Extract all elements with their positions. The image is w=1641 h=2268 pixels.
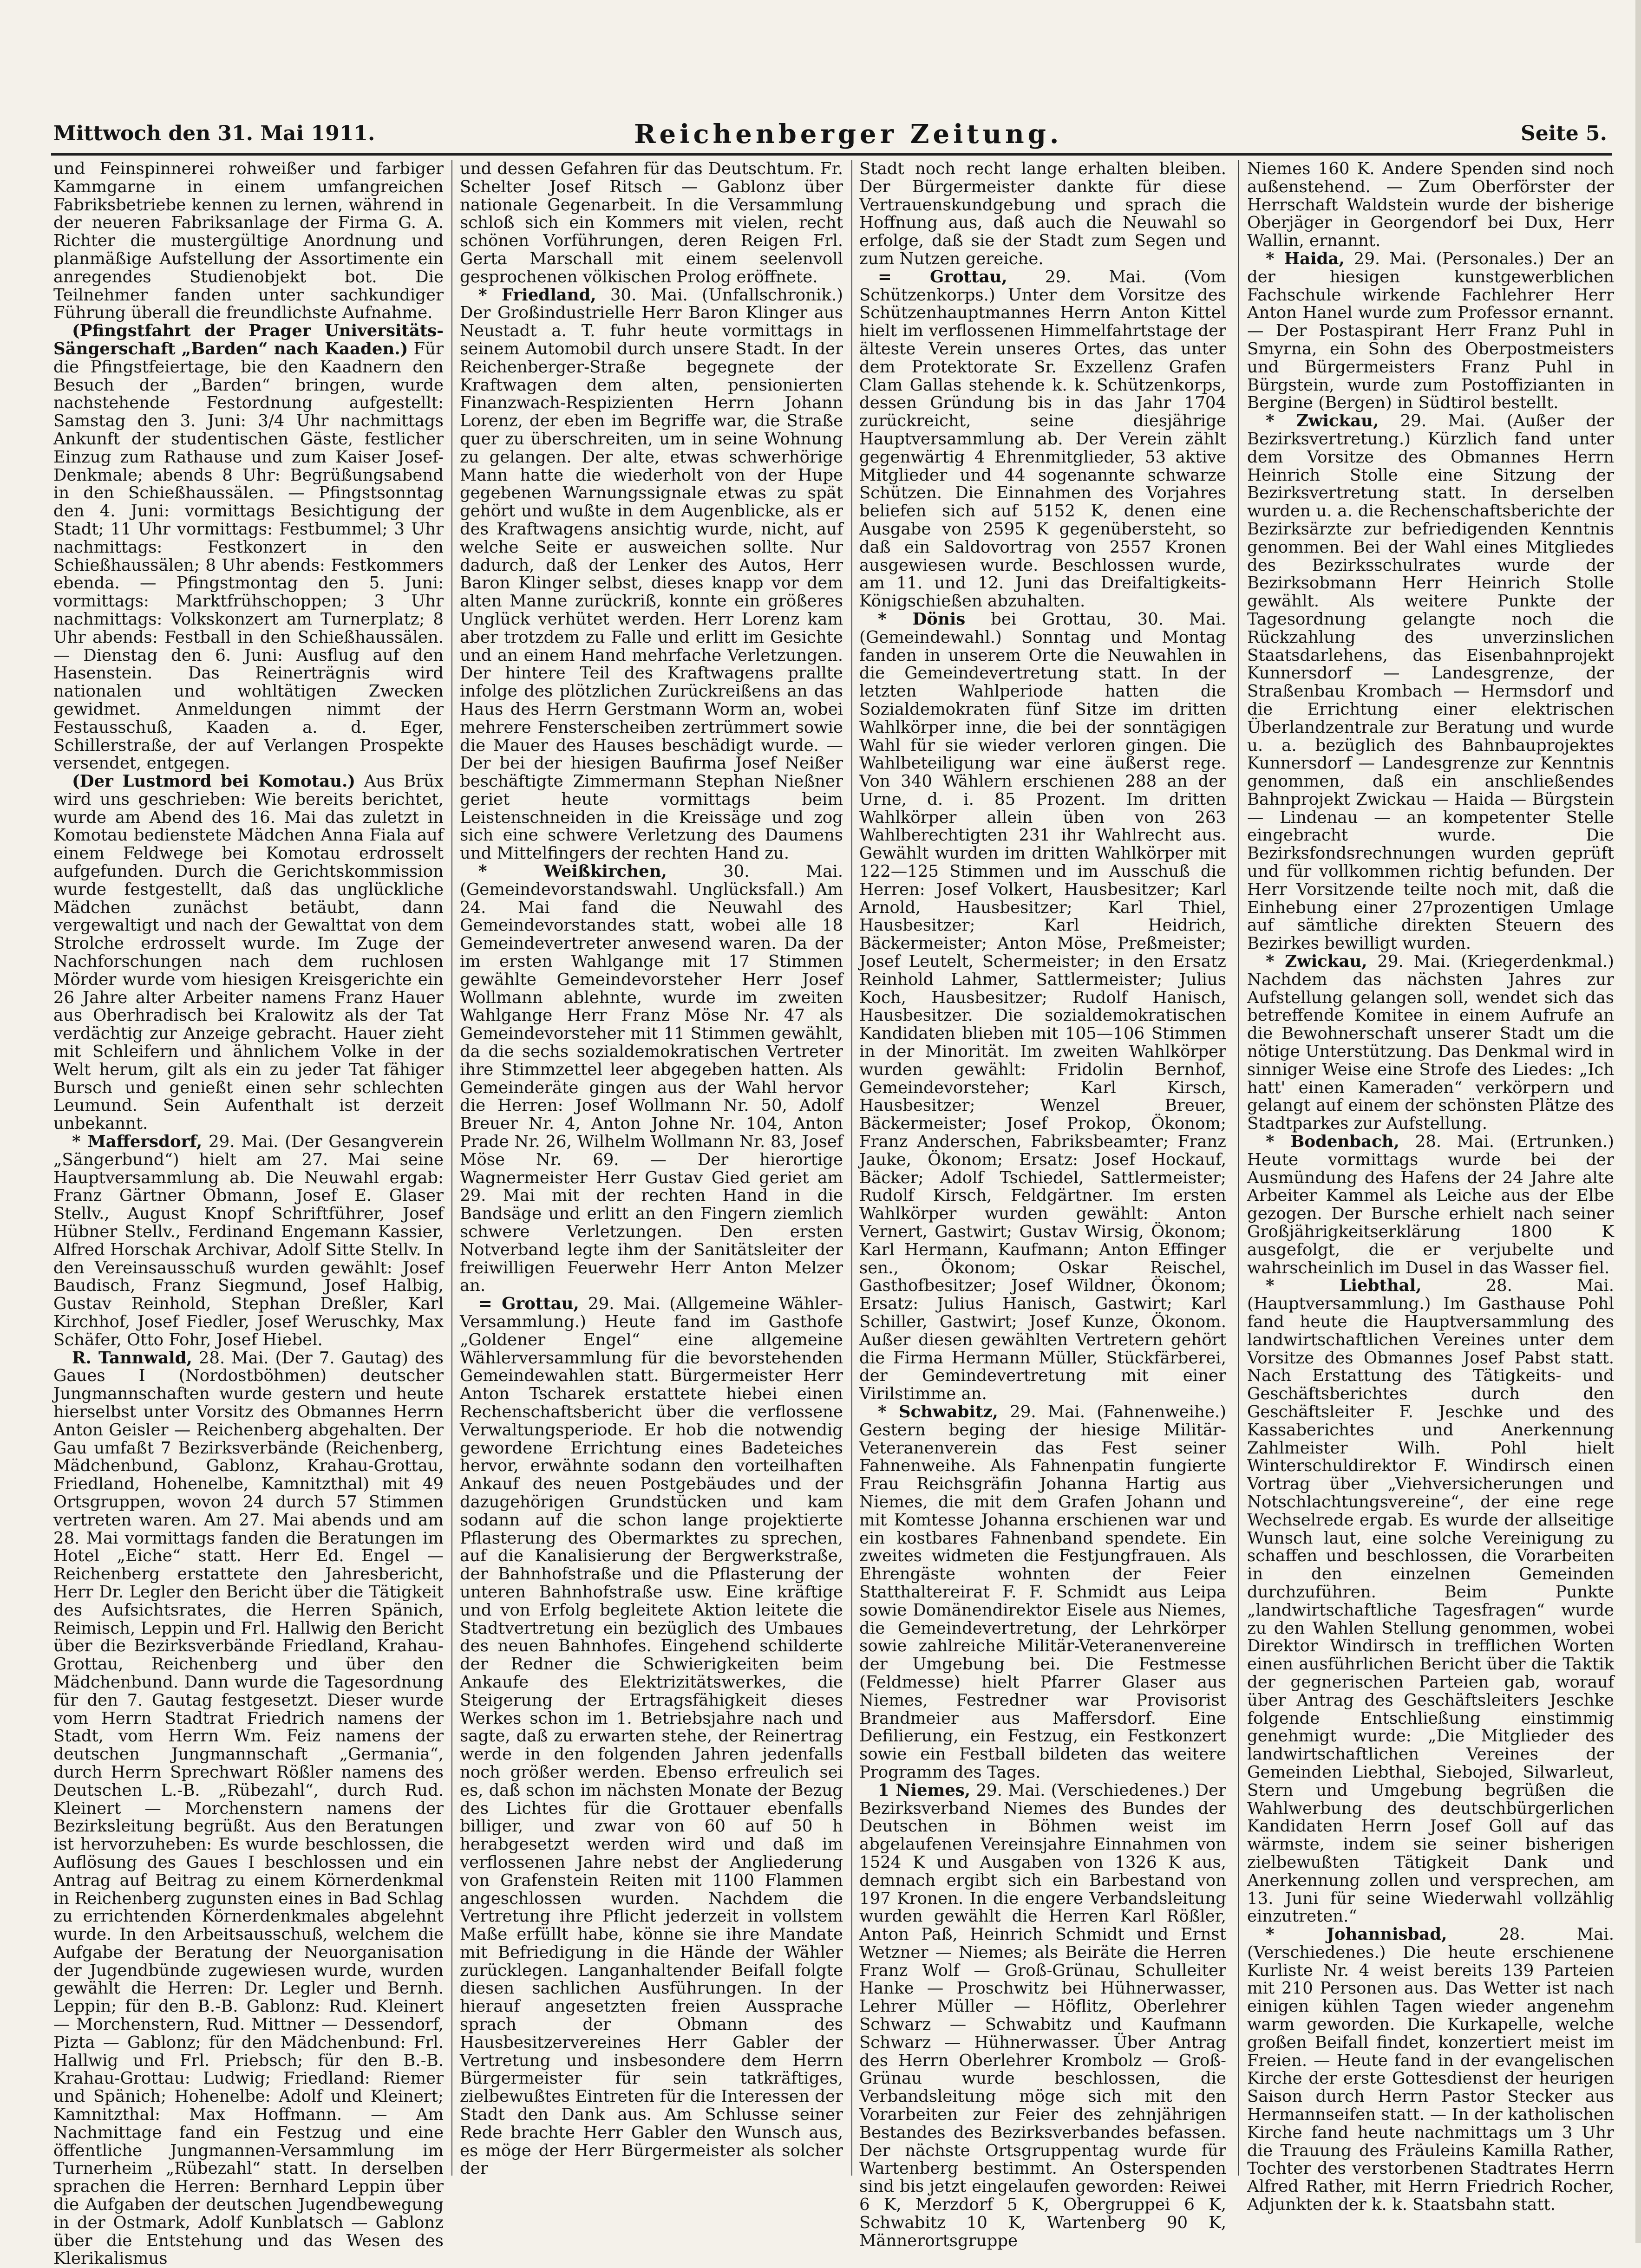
news-item-body: Niemes 160 K. Andere Spenden sind noch außenstehend. — Zum Oberförster der Herrschaft Waldstein wurde der bisherige Oberjäger in Georgendorf bei Dux, Herr Wallin, ernannt.: [1247, 159, 1614, 251]
continued-text: [460, 160, 843, 287]
news-item-body: 29. Mai. (Personales.) Der an der hiesigen kunstgewerblichen Fachschule wirkende Fachlehrer Herr Anton Hanel wurde zum Professor ernannt. — Der Postaspirant Herr Franz Puhl in Smyrna, ein Sohn des Oberpostmeisters und Bürgermeisters Franz Puhl in Bürgstein, wurde zum Postoffizianten in Bergine (Bergen) in Südtirol bestellt.: [1247, 249, 1614, 413]
news-item-headline: * Haida,: [1266, 249, 1345, 268]
news-item: [53, 773, 444, 1133]
news-item-body: 28. Mai. (Der 7. Gautag) des Gaues I (Nordostböhmen) deutscher Jungmannschaften wurde gestern und heute hierselbst unter Vorsitz des Obmannes Herrn Anton Geisler — Reichenberg abgehalten. Der Gau umfaßt 7 Bezirksverbände (Reichenberg, Mädchenbund, Gablonz, Krahau-Grottau, Friedland, Hohenelbe, Kamnitzthal) mit 49 Ortsgruppen, wovon 24 durch 57 Stimmen vertreten waren. Am 27. Mai abends und am 28. Mai vormittags fanden die Beratungen im Hotel „Eiche“ statt. Herr Ed. Engel — Reichenberg erstattete den Jahresbericht, Herr Dr. Legler den Bericht über die Tätigkeit des Aufsichtsrates, die Herren Spänich, Reimisch, Leppin und Frl. Hallwig den Bericht über die Bezirksverbände Friedland, Krahau-Grottau, Reichenberg und über den Mädchenbund. Dann wurde die Tagesordnung für den 7. Gautag festgesetzt. Dieser wurde vom Herrn Stadtrat Friedrich namens der Stadt, vom Herrn Wm. Feiz namens der deutschen Jungmannschaft „Germania“, durch Herrn Sprechwart Rößler namens des Deutschen L.-B. „Rübezahl“, durch Rud. Kleinert — Morchenstern namens der Bezirksleitung begrüßt. Aus den Beratungen ist hervorzuheben: Es wurde beschlossen, die Auflösung des Gaues I beschlossen und ein Antrag auf Beitrag zu einem Körnerdenkmal in Reichenberg zugunsten eines in Bad Schlag zu errichtenden Körnerdenkmales abgelehnt wurde. In den Arbeitsausschuß, welchem die Aufgabe der Beratung der Neuorganisation der Jugendbünde zugewiesen wurde, wurden gewählt die Herren: Dr. Legler und Bernh. Leppin; für den B.-B. Gablonz: Rud. Kleinert — Morchenstern, Rud. Mittner — Dessendorf, Pizta — Gablonz; für den Mädchenbund: Frl. Hallwig und Frl. Priebsch; für den B.-B. Krahau-Grottau: Ludwig; Friedland: Riemer und Spänich; Hohenelbe: Adolf und Kleinert; Kamnitzthal: Max Hoffmann. — Am Nachmittage fand ein Festzug und eine öffentliche Jungmannen-Versammlung im Turnerheim „Rübezahl“ statt. In derselben sprachen die Herren: Bernhard Leppin über die Aufgaben der deutschen Jugendbewegung in der Ostmark, Adolf Kunblatsch — Gablonz über die Entstehung und das Wesen des Klerikalismus: [53, 1348, 444, 2268]
news-item-body: 29. Mai. (Fahnenweihe.) Gestern beging der hiesige Militär-Veteranenverein das Fest seiner Fahnenweihe. Als Fahnenpatin fungierte Frau Reichsgräfin Johanna Hartig aus Niemes, die mit dem Grafen Johann und mit Komtesse Johanna erschienen war und ein kostbares Fahnenband spendete. Ein zweites widmeten die Festjungfrauen. Als Ehrengäste wohnten der Feier Statthaltereirat F. F. Schmidt aus Leipa sowie Domänendirektor Eisele aus Niemes, die Gemeindevertretung, der Lehrkörper sowie zahlreiche Militär-Veteranenvereine der Umgebung bei. Die Festmesse (Feldmesse) hielt Pfarrer Glaser aus Niemes, Festredner war Provisorist Brandmeier aus Maffersdorf. Eine Defilierung, ein Festzug, ein Festkonzert sowie ein Festball bildeten das weitere Programm des Tages.: [859, 1402, 1226, 1782]
continued-text: [1247, 160, 1614, 250]
column-divider: [851, 160, 852, 2176]
news-item-body: und Feinspinnerei rohweißer und farbiger Kammgarne in einem umfangreichen Fabriksbetriebe kennen zu lernen, während in der neueren Fabriksanlage der Firma G. A. Richter die mustergültige Anordnung und planmäßige Aufstellung der Assortimente ein anregendes Studienobjekt bot. Die Teilnehmer fanden unter sachkundiger Führung überall die freundlichste Aufnahme.: [53, 159, 444, 323]
news-item: [53, 322, 444, 773]
news-item-headline: R. Tannwald,: [72, 1348, 192, 1368]
news-item-headline: * Schwabitz,: [878, 1402, 998, 1421]
news-item: [460, 863, 843, 1295]
news-item: [859, 1782, 1226, 2250]
news-item: [460, 287, 843, 863]
news-item: [1247, 250, 1614, 412]
news-item-body: 28. Mai. (Ertrunken.) Heute vormittags wurde bei der Ausmündung des Hafens der 24 Jahre alte Arbeiter Kammel als Leiche aus der Elbe gezogen. Der Bursche erhielt nach seiner Großjährigkeitserklärung 1800 K ausgefolgt, die er verjubelte und wahrscheinlich im Dusel in das Wasser fiel.: [1247, 1132, 1614, 1277]
news-item: [859, 268, 1226, 611]
news-item-headline: (Pfingstfahrt der Prager Universitäts-Sängerschaft „Barden“ nach Kaaden.): [53, 321, 444, 358]
news-item-headline: (Der Lustmord bei Komotau.): [72, 772, 356, 791]
news-item: [1247, 412, 1614, 953]
news-item-body: bei Grottau, 30. Mai. (Gemeindewahl.) Sonntag und Montag fanden in unserem Orte die Neuwahlen in die Gemeindevertretung statt. In der letzten Wahlperiode hatten die Sozialdemokraten fünf Sitze im dritten Wahlkörper inne, die bei der sonntägigen Wahl für sie wieder verloren gingen. Die Wahlbeteiligung war eine äußerst rege. Von 340 Wählern erschienen 288 an der Urne, d. i. 85 Prozent. Im dritten Wahlkörper allein üben von 263 Wahlberechtigten 231 ihr Wahlrecht aus. Gewählt wurden im dritten Wahlkörper mit 122—125 Stimmen und im Ausschuß die Herren: Josef Volkert, Hausbesitzer; Karl Arnold, Hausbesitzer; Karl Thiel, Hausbesitzer; Karl Heidrich, Bäckermeister; Anton Möse, Preßmeister; Josef Leutelt, Schermeister; in den Ersatz Reinhold Lahmer, Sattlermeister; Julius Koch, Hausbesitzer; Rudolf Hanisch, Hausbesitzer. Die sozialdemokratischen Kandidaten blieben mit 105—106 Stimmen in der Minorität. Im zweiten Wahlkörper wurden gewählt: Fridolin Bernhof, Gemeindevorsteher; Karl Kirsch, Hausbesitzer; Wenzel Breuer, Bäckermeister; Josef Prokop, Ökonom; Franz Anderschen, Fabriksbeamter; Franz Jauke, Ökonom; Ersatz: Josef Hockauf, Bäcker; Adolf Tschiedel, Sattlermeister; Rudolf Kirsch, Feldgärtner. Im ersten Wahlkörper wurden gewählt: Anton Vernert, Gastwirt; Gustav Wirsig, Ökonom; Karl Hermann, Kaufmann; Anton Effinger sen., Ökonom; Oskar Reischel, Gasthofbesitzer; Josef Wildner, Ökonom; Ersatz: Julius Hanisch, Gastwirt; Karl Schiller, Gastwirt; Josef Kunze, Ökonom. Außer diesen gewählten Vertretern gehört die Firma Hermann Müller, Stückfärberei, der Gemindevertretung mit einer Virilstimme an.: [859, 609, 1226, 1404]
news-item-headline: = Grottau,: [478, 1294, 579, 1314]
news-item-body: 29. Mai. (Außer der Bezirksvertretung.) Kürzlich fand unter dem Vorsitze des Obmannes Herrn Heinrich Stolle eine Sitzung der Bezirksvertretung statt. In derselben wurden u. a. die Rechenschaftsberichte der Bezirksärzte zur befriedigenden Kenntnis genommen. Bei der Wahl eines Mitgliedes des Bezirksschulrates wurde der Bezirksobmann Herr Heinrich Stolle gewählt. Als weitere Punkte der Tagesordnung gelangte noch die Rückzahlung des unverzinslichen Staatsdarlehens, das Eisenbahnprojekt Kunnersdorf — Landesgrenze, der Straßenbau Krombach — Hermsdorf und die Errichtung einer elektrischen Überlandzentrale zur Beratung und wurde u. a. bezüglich des Bahnbauprojektes Kunnersdorf — Landesgrenze zur Kenntnis genommen, daß ein anschließendes Bahnprojekt Zwickau — Haida — Bürgstein — Lindenau — an kompetenter Stelle eingebracht wurde. Die Bezirksfondsrechnungen wurden geprüft und für vollkommen richtig befunden. Der Herr Vorsitzende teilte noch mit, daß die Einhebung einer 27prozentigen Umlage auf sämtliche direkten Steuern des Bezirkes bewilligt wurden.: [1247, 411, 1614, 953]
continued-text: [53, 160, 444, 322]
news-item-headline: * Maffersdorf,: [72, 1132, 203, 1152]
news-item: [1247, 1277, 1614, 1926]
news-item-body: Stadt noch recht lange erhalten bleiben. Der Bürgermeister dankte für diese Vertrauenskundgebung und sprach die Hoffnung aus, daß auch die Neuwahl so erfolge, daß sie der Stadt zum Segen und zum Nutzen gereiche.: [859, 159, 1226, 268]
news-item-body: 28. Mai. (Hauptversammlung.) Im Gasthause Pohl fand heute die Hauptversammlung des landwirtschaftlichen Vereines unter dem Vorsitze des Obmannes Josef Pabst statt. Nach Erstattung des Tätigkeits- und Geschäftsberichtes durch den Geschäftsleiter F. Jeschke und des Kassaberichtes und Anerkennung Zahlmeister Wilh. Pohl hielt Winterschuldirektor F. Windirsch einen Vortrag über „Viehversicherungen und Notschlachtungsvereine“, der eine rege Wechselrede ergab. Es wurde der allseitige Wunsch laut, eine solche Vereinigung zu schaffen und beschlossen, die Vorarbeiten in den einzelnen Gemeinden durchzuführen. Beim Punkte „landwirtschaftliche Tagesfragen“ wurde zu den Wahlen Stellung genommen, wobei Direktor Windirsch in trefflichen Worten einen ausführlichen Bericht über die Taktik der gegnerischen Parteien gab, worauf über Antrag des Geschäftsleiters Jeschke folgende Entschließung einstimmig genehmigt wurde: „Die Mitglieder des landwirtschaftlichen Vereines der Gemeinden Liebthal, Siebojed, Silwarleut, Stern und Umgebung begrüßen die Wahlwerbung des deutschbürgerlichen Kandidaten Herrn Josef Goll auf das wärmste, indem sie seiner bisherigen zielbewußten Tätigkeit Dank und Anerkennung zollen und versprechen, am 13. Juni für seine Wiederwahl vollzählig einzutreten.“: [1247, 1276, 1614, 1926]
news-item-headline: 1 Niemes,: [878, 1780, 971, 1800]
news-item-headline: * Zwickau,: [1266, 952, 1367, 971]
column-divider: [1238, 160, 1239, 2176]
news-item-headline: = Grottau,: [878, 267, 1007, 287]
news-item-body: Aus Brüx wird uns geschrieben: Wie bereits berichtet, wurde am Abend des 16. Mai das zuletzt in Komotau bedienstete Mädchen Anna Fiala auf einem Feldwege bei Komotau erdrosselt aufgefunden. Durch die Gerichtskommission wurde festgestellt, daß das unglückliche Mädchen zunächst betäubt, dann vergewaltigt und nach der Gewalttat von dem Strolche erdrosselt wurde. Im Zuge der Nachforschungen nach dem ruchlosen Mörder wurde vom hiesigen Kreisgerichte ein 26 Jahre alter Arbeiter namens Franz Hauer aus Oberhradisch bei Kralowitz als der Tat verdächtig zur Anzeige gebracht. Hauer zieht mit Schleifern und ähnlichem Volke in der Welt herum, gilt als ein zu jeder Tat fähiger Bursch und genießt einen sehr schlechten Leumund. Sein Aufenthalt ist derzeit unbekannt.: [53, 772, 444, 1134]
newspaper-page: [19, 0, 1621, 2268]
running-head: [53, 119, 1616, 150]
news-item: [460, 1295, 843, 2178]
continued-text: [859, 160, 1226, 268]
text-column-1: [53, 159, 444, 2268]
scan-edge: [1635, 0, 1641, 2243]
news-item-headline: * Johannisbad,: [1266, 1925, 1447, 1944]
header-rule: [51, 153, 1612, 156]
news-item-body: 28. Mai. (Verschiedenes.) Die heute erschienene Kurliste Nr. 4 weist bereits 139 Parteien mit 210 Personen aus. Das Wetter ist nach einigen kühlen Tagen wieder angenehm warm geworden. Die Kurkapelle, welche großen Beifall findet, konzertiert meist im Freien. — Heute fand in der evangelischen Kirche der erste Gottesdienst der heurigen Saison durch Herrn Pastor Stecker aus Hermannseifen statt. — In der katholischen Kirche fand heute nachmittags um 3 Uhr die Trauung des Fräuleins Kamilla Rather, Tochter des verstorbenen Stadtrates Herrn Alfred Rather, mit Herrn Friedrich Rocher, Adjunkten der k. k. Staatsbahn statt.: [1247, 1925, 1614, 2215]
news-item: [1247, 1133, 1614, 1277]
news-item: [859, 1403, 1226, 1782]
news-item-body: 30. Mai. (Unfallschronik.) Der Großindustrielle Herr Baron Klinger aus Neustadt a. T. fuhr heute vormittags in seinem Automobil durch unsere Stadt. In der Reichenberger-Straße begegnete der Kraftwagen dem alten, pensionierten Finanzwach-Respizienten Herrn Johann Lorenz, der eben im Begriffe war, die Straße quer zu überschreiten, um in seine Wohnung zu gelangen. Der alte, etwas schwerhörige Mann hatte die wiederholt von der Hupe gegebenen Warnungssignale etwas zu spät gehört und wußte in dem Augenblicke, als er des Kraftwagens ansichtig wurde, nicht, auf welche Seite er ausweichen sollte. Nur dadurch, daß der Lenker des Autos, Herr Baron Klinger selbst, dieses knapp vor dem alten Manne zurückriß, konnte ein größeres Unglück verhütet werden. Herr Lorenz kam aber trotzdem zu Falle und erlitt im Gesichte und an einem Hand mehrfache Verletzungen. Der hintere Teil des Kraftwagens prallte infolge des plötzlichen Zurückreißens an das Haus des Herrn Gerstmann Worm an, wobei mehrere Fensterscheiben zertrümmert sowie die Mauer des Hauses beschädigt wurde. — Der bei der hiesigen Baufirma Josef Neißer beschäftigte Zimmermann Stephan Nießner geriet heute vormittags beim Leistenschneiden in die Kreissäge und zog sich eine schwere Verletzung des Daumens und Mittelfingers der rechten Hand zu.: [460, 285, 843, 863]
column-divider: [451, 160, 452, 2176]
news-item-body: 29. Mai. (Verschiedenes.) Der Bezirksverband Niemes des Bundes der Deutschen in Böhmen weist im abgelaufenen Vereinsjahre Einnahmen von 1524 K und Ausgaben von 1326 K aus, demnach ergibt sich ein Barbestand von 197 Kronen. In die engere Verbandsleitung wurden gewählt die Herren Karl Rößler, Anton Paß, Heinrich Schmidt und Ernst Wetzner — Niemes; als Beiräte die Herren Franz Wolf — Groß-Grünau, Schulleiter Hanke — Proschwitz bei Hühnerwasser, Lehrer Müller — Höflitz, Oberlehrer Schwarz — Schwabitz und Kaufmann Schwarz — Hühnerwasser. Über Antrag des Herrn Oberlehrer Krombolz — Groß-Grünau wurde beschlossen, die Verbandsleitung möge sich mit den Vorarbeiten zur Feier des zehnjährigen Bestandes des Bezirksverbandes befassen. Der nächste Ortsgruppentag wurde für Wartenberg bestimmt. An Osterspenden sind bis jetzt eingelaufen geworden: Reiwei 6 K, Merzdorf 5 K, Obergruppei 6 K, Schwabitz 10 K, Wartenberg 90 K, Männerortsgruppe: [859, 1780, 1226, 2250]
news-item-body: 30. Mai. (Gemeindevorstandswahl. Unglücksfall.) Am 24. Mai fand die Neuwahl des Gemeindevorstandes statt, wobei alle 18 Gemeindevertreter anwesend waren. Da der im ersten Wahlgange mit 17 Stimmen gewählte Gemeindevorsteher Herr Josef Wollmann ablehnte, wurde im zweiten Wahlgange Herr Franz Möse Nr. 47 als Gemeindevorsteher mit 11 Stimmen gewählt, da die sechs sozialdemokratischen Vertreter ihre Stimmzettel leer abgegeben hatten. Als Gemeinderäte gingen aus der Wahl hervor die Herren: Josef Wollmann Nr. 50, Adolf Breuer Nr. 4, Anton Johne Nr. 104, Anton Prade Nr. 26, Wilhelm Wollmann Nr. 83, Josef Möse Nr. 69. — Der hierortige Wagnermeister Herr Gustav Gied geriet am 29. Mai mit der rechten Hand in die Bandsäge und erlitt an den Fingern ziemlich schwere Verletzungen. Den ersten Notverband legte ihm der Sanitätsleiter der freiwilligen Feuerwehr Herr Anton Melzer an.: [460, 862, 843, 1296]
news-item-headline: * Friedland,: [478, 285, 596, 305]
news-item-headline: * Weißkirchen,: [478, 862, 667, 881]
news-item: [1247, 1926, 1614, 2214]
text-column-4: [1247, 159, 1614, 2215]
page-number: Seite 5.: [1520, 122, 1607, 145]
news-item-headline: * Dönis: [878, 609, 966, 629]
news-item-body: 29. Mai. (Kriegerdenkmal.) Nachdem das nächsten Jahres zur Aufstellung gelangen soll, wendet sich das betreffende Komitee in einem Aufrufe an die Bewohnerschaft unserer Stadt um die nötige Unterstützung. Das Denkmal wird in sinniger Weise eine Strofe des Liedes: „Ich hatt' einen Kameraden“ verkörpern und gelangt auf einem der schönsten Plätze des Stadtparkes zur Aufstellung.: [1247, 952, 1614, 1134]
news-item-body: 29. Mai. (Allgemeine Wähler-Versammlung.) Heute fand im Gasthofe „Goldener Engel“ eine allgemeine Wählerversammlung für die bevorstehenden Gemeindewahlen statt. Bürgermeister Herr Anton Tscharek erstattete hiebei einen Rechenschaftsbericht über die verflossene Verwaltungsperiode. Er hob die notwendig gewordene Errichtung eines Badeteiches hervor, erwähnte sodann den vorteilhaften Ankauf des neuen Postgebäudes und der dazugehörigen Grundstücken und kam sodann auf die schon lange projektierte Pflasterung des Obermarktes zu sprechen, auf die Kanalisierung der Bergwerkstraße, der Bahnhofstraße und die Pflasterung der unteren Bahnhofstraße usw. Eine kräftige und von Erfolg begleitete Aktion leitete die Stadtvertretung ein bezüglich des Umbaues des neuen Bahnhofes. Eingehend schilderte der Redner die Schwierigkeiten beim Ankaufe des Elektrizitätswerkes, die Steigerung der Ertragsfähigkeit dieses Werkes schon im 1. Betriebsjahre nach und sagte, daß zu erwarten stehe, der Reinertrag werde in den folgenden Jahren jedenfalls noch größer werden. Ebenso erfreulich sei es, daß schon im nächsten Monate der Bezug des Lichtes für die Grottauer ebenfalls billiger, und zwar von 60 auf 50 h herabgesetzt werden wird und daß im verflossenen Jahre nebst der Angliederung von Grafenstein Reiten mit 1100 Flammen angeschlossen wurden. Nachdem die Vertretung ihre Pflicht jederzeit in vollstem Maße erfüllt habe, könne sie ihre Mandate mit Befriedigung in die Hände der Wähler zurücklegen. Langanhaltender Beifall folgte diesen sachlichen Ausführungen. In der hierauf angesetzten freien Aussprache sprach der Obmann des Hausbesitzervereines Herr Gabler der Vertretung und insbesondere dem Herrn Bürgermeister für sein tatkräftiges, zielbewußtes Eintreten für die Interessen der Stadt den Dank aus. Am Schlusse seiner Rede brachte Herr Gabler den Wunsch aus, es möge der Herr Bürgermeister als solcher der: [460, 1294, 843, 2178]
news-item-headline: * Bodenbach,: [1266, 1132, 1399, 1152]
text-column-3: [859, 159, 1226, 2250]
news-item-headline: * Liebthal,: [1266, 1276, 1422, 1296]
news-item-body: 29. Mai. (Der Gesangverein „Sängerbund“) hielt am 27. Mai seine Hauptversammlung ab. Die Neuwahl ergab: Franz Gärtner Obmann, Josef E. Glaser Stellv., August Knopf Schriftführer, Josef Hübner Stellv., Ferdinand Engemann Kassier, Alfred Horschak Archivar, Adolf Sitte Stellv. In den Vereinsausschuß wurden gewählt: Josef Baudisch, Franz Siegmund, Josef Halbig, Gustav Reinhold, Stephan Dreßler, Karl Kirchhof, Josef Fiedler, Josef Weruschky, Max Schäfer, Otto Fohr, Josef Hiebel.: [53, 1132, 444, 1349]
news-item-body: Für die Pfingstfeiertage, bie den Kaadnern den Besuch der „Barden“ bringen, wurde nachstehende Festordnung aufgestellt: Samstag den 3. Juni: 3/4 Uhr nachmittags Ankunft der studentischen Gäste, festlicher Einzug zum Rathause und zum Kaiser Josef-Denkmale; abends 8 Uhr: Begrüßungsabend in den Schießhaussälen. — Pfingstsonntag den 4. Juni: vormittags Besichtigung der Stadt; 11 Uhr vormittags: Festbummel; 3 Uhr nachmittags: Festkonzert in den Schießhaussälen; 8 Uhr abends: Festkommers ebenda. — Pfingstmontag den 5. Juni: vormittags: Marktfrühschoppen; 3 Uhr nachmittags: Volkskonzert am Turnerplatz; 8 Uhr abends: Festball in den Schießhaussälen. — Dienstag den 6. Juni: Ausflug auf den Hasenstein. Das Reinerträgnis wird nationalen und wohltätigen Zwecken gewidmet. Anmeldungen nimmt der Festausschuß, Kaaden a. d. Eger, Schillerstraße, der auf Verlangen Prospekte versendet, entgegen.: [53, 339, 444, 773]
text-column-2: [460, 160, 843, 2176]
newspaper-title: Reichenberger Zeitung.: [634, 119, 1063, 150]
news-item: [53, 1133, 444, 1349]
news-item-headline: * Zwickau,: [1266, 411, 1379, 431]
news-item: [53, 1349, 444, 2268]
news-item-body: 29. Mai. (Vom Schützenkorps.) Unter dem Vorsitze des Schützenhauptmannes Herrn Anton Kittel hielt im verflossenen Himmelfahrtstage der älteste Verein unseres Ortes, das unter dem Protektorate Sr. Exzellenz Grafen Clam Gallas stehende k. k. Schützenkorps, dessen Gründung bis in das Jahr 1704 zurückreicht, seine diesjährige Hauptversammlung ab. Der Verein zählt gegenwärtig 4 Ehrenmitglieder, 53 aktive Mitglieder und 44 sogenannte schwarze Schützen. Die Einnahmen des Vorjahres beliefen sich auf 5152 K, denen eine Ausgabe von 2595 K gegenübersteht, so daß ein Saldovortrag von 2557 Kronen ausgewiesen wurde. Beschlossen wurde, am 11. und 12. Juni das Dreifaltigkeits-Königschießen abzuhalten.: [859, 267, 1226, 611]
issue-date: Mittwoch den 31. Mai 1911.: [53, 122, 375, 145]
news-item-body: und dessen Gefahren für das Deutschtum. Fr. Schelter Josef Ritsch — Gablonz über nationale Gegenarbeit. In die Versammlung schloß sich ein Kommers mit vielen, recht schönen Vorführungen, deren Reigen Frl. Gerta Marschall mit einem seelenvoll gesprochenen völkischen Prolog eröffnete.: [460, 159, 843, 287]
news-item: [1247, 953, 1614, 1133]
news-item: [859, 611, 1226, 1403]
